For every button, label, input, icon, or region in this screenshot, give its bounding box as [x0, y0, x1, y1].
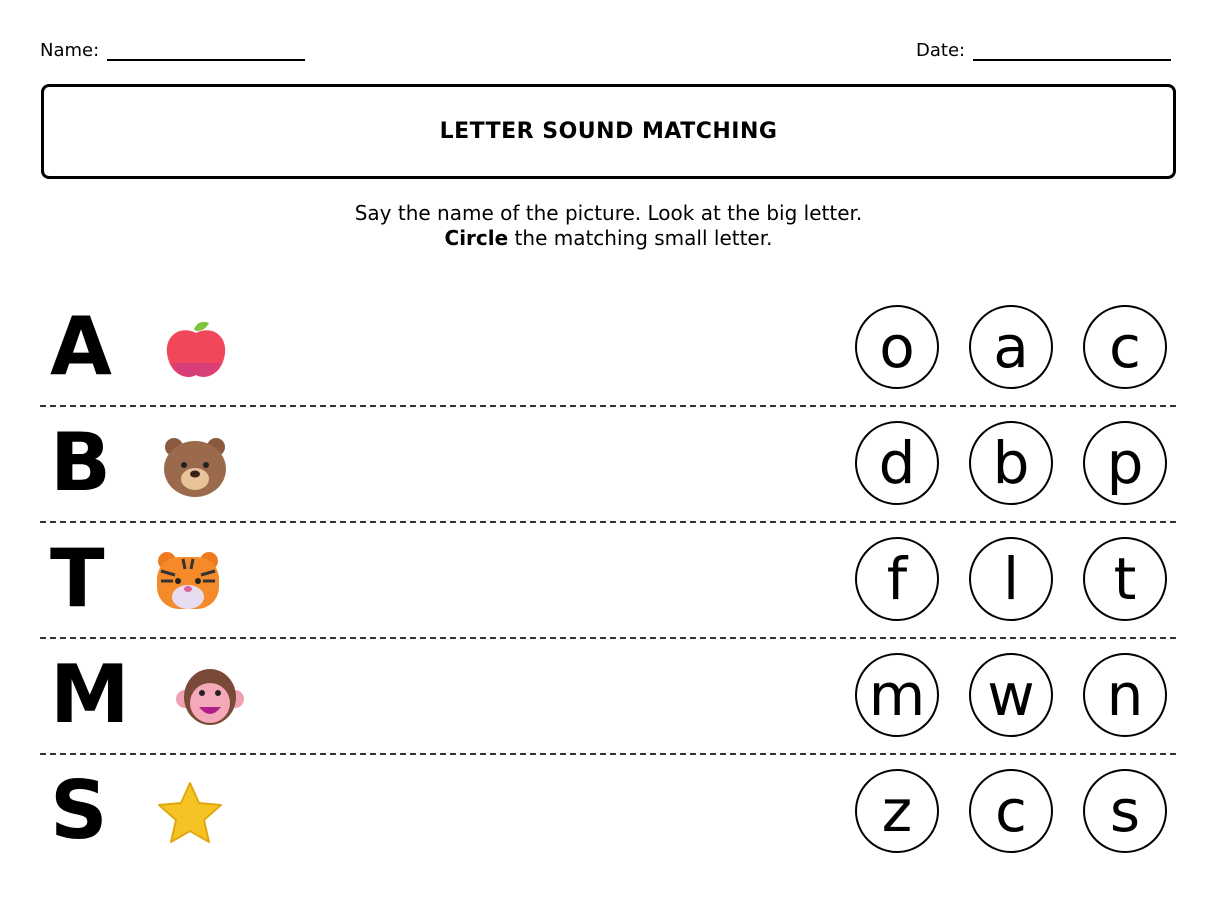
apple-icon	[161, 315, 231, 385]
big-letter: S	[50, 764, 108, 857]
letter-choice-circle[interactable]	[855, 769, 939, 853]
letter-choice-circle[interactable]	[969, 769, 1053, 853]
name-label: Name:	[40, 40, 100, 61]
instruction-rest: the matching small letter.	[508, 226, 773, 250]
instruction-line-1: Say the name of the picture. Look at the big letter.	[354, 201, 863, 225]
letter-choice: n	[1106, 661, 1144, 729]
letter-choice: c	[995, 777, 1027, 845]
letter-choice: b	[992, 429, 1030, 497]
letter-choice-circle[interactable]	[1083, 421, 1167, 505]
instruction-line-2	[0, 226, 1217, 250]
letter-row	[40, 637, 1176, 755]
letter-choice-circle[interactable]	[855, 421, 939, 505]
letter-row	[40, 753, 1176, 869]
big-letter: A	[50, 300, 112, 393]
letter-choice-circle[interactable]	[855, 653, 939, 737]
letter-choice: z	[881, 777, 913, 845]
letter-choice-circle[interactable]	[1083, 769, 1167, 853]
name-line[interactable]	[107, 43, 305, 61]
letter-choice: p	[1106, 429, 1144, 497]
letter-choice: o	[879, 313, 915, 381]
letter-choice: c	[1109, 313, 1141, 381]
star-icon	[155, 779, 225, 849]
monkey-icon	[175, 663, 245, 733]
letter-choice: l	[1002, 545, 1020, 613]
letter-row	[40, 521, 1176, 639]
letter-choice: a	[993, 313, 1029, 381]
letter-choice-circle[interactable]	[855, 305, 939, 389]
letter-choice-circle[interactable]	[969, 537, 1053, 621]
letter-choice-circle[interactable]	[1083, 537, 1167, 621]
big-letter: B	[50, 416, 111, 509]
instruction-bold: Circle	[444, 226, 509, 250]
tiger-icon	[153, 547, 223, 617]
letter-choice: f	[886, 545, 908, 613]
letter-choice: s	[1109, 777, 1141, 845]
big-letter: M	[50, 648, 130, 741]
letter-choice-circle[interactable]	[855, 537, 939, 621]
letter-choice-circle[interactable]	[969, 421, 1053, 505]
letter-choice-circle[interactable]	[969, 305, 1053, 389]
date-line[interactable]	[973, 43, 1171, 61]
letter-choice: m	[868, 661, 926, 729]
bear-icon	[160, 431, 230, 501]
date-field	[916, 40, 1171, 61]
letter-choice-circle[interactable]	[969, 653, 1053, 737]
letter-choice: w	[987, 661, 1035, 729]
letter-row	[40, 289, 1176, 407]
date-label: Date:	[916, 40, 966, 61]
letter-choice-circle[interactable]	[1083, 305, 1167, 389]
worksheet-title: LETTER SOUND MATCHING	[41, 84, 1176, 179]
letter-choice-circle[interactable]	[1083, 653, 1167, 737]
big-letter: T	[50, 532, 105, 625]
name-field	[40, 40, 305, 61]
letter-choice: d	[878, 429, 916, 497]
letter-choice: t	[1113, 545, 1137, 613]
letter-row	[40, 405, 1176, 523]
